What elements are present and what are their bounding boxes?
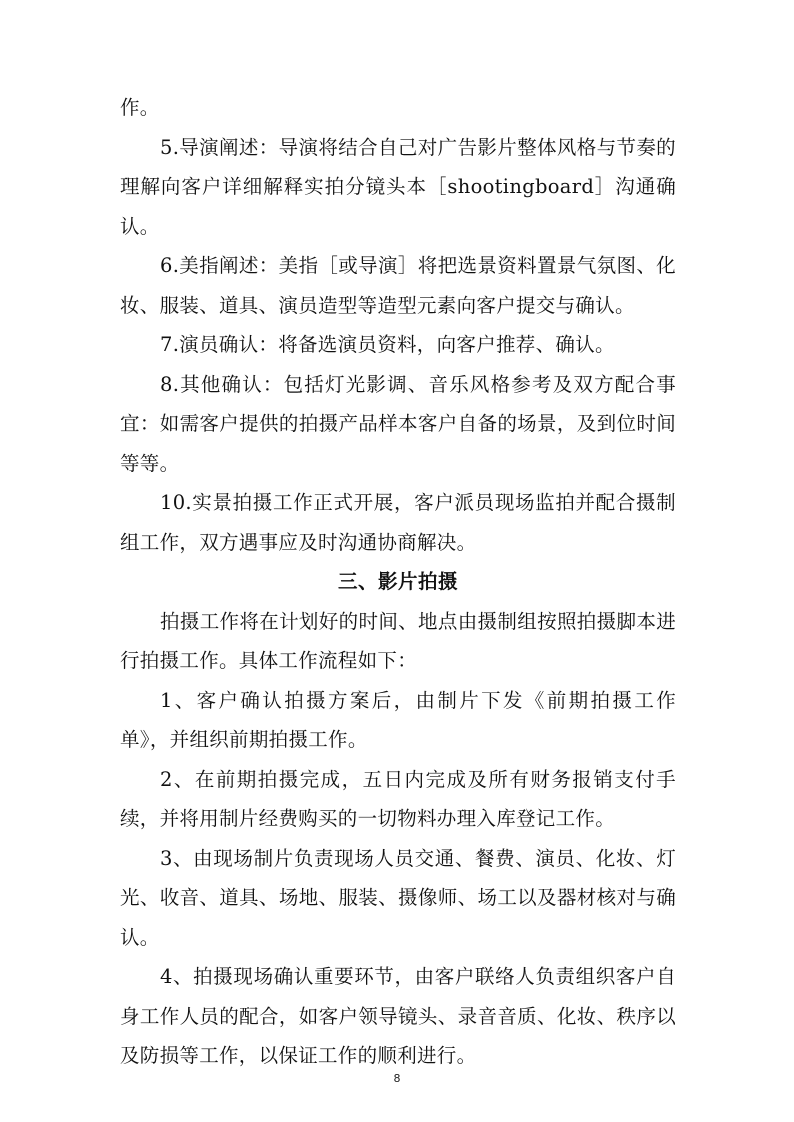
paragraph-other-confirmation: 8.其他确认：包括灯光影调、音乐风格参考及双方配合事宜：如需客户提供的拍摄产品样本客户自备的场景，及到位时间等等。 bbox=[120, 372, 676, 475]
section-heading: 三、影片拍摄 bbox=[337, 570, 458, 593]
paragraph-director-statement: 5.导演阐述：导演将结合自己对广告影片整体风格与节奏的理解向客户详细解释实拍分镜头本［shootingboard］沟通确认。 bbox=[120, 135, 676, 238]
page-number: 8 bbox=[393, 1072, 401, 1085]
paragraph-shooting-start: 10.实景拍摄工作正式开展，客户派员现场监拍并配合摄制组工作，双方遇事应及时沟通协商解决。 bbox=[120, 491, 676, 554]
paragraph-actor-confirmation: 7.演员确认：将备选演员资料，向客户推荐、确认。 bbox=[160, 333, 615, 356]
page-body bbox=[120, 88, 676, 1076]
paragraph-continuation: 作。 bbox=[120, 96, 160, 119]
paragraph-step-2: 2、在前期拍摄完成，五日内完成及所有财务报销支付手续，并将用制片经费购买的一切物料办理入库登记工作。 bbox=[120, 767, 676, 830]
paragraph-step-1: 1、客户确认拍摄方案后，由制片下发《前期拍摄工作单》，并组织前期拍摄工作。 bbox=[120, 688, 676, 751]
paragraph-step-4: 4、拍摄现场确认重要环节，由客户联络人负责组织客户自身工作人员的配合，如客户领导镜头、录音音质、化妆、秩序以及防损等工作，以保证工作的顺利进行。 bbox=[120, 965, 676, 1067]
paragraph-shooting-intro: 拍摄工作将在计划好的时间、地点由摄制组按照拍摄脚本进行拍摄工作。具体工作流程如下： bbox=[120, 609, 676, 672]
paragraph-step-3: 3、由现场制片负责现场人员交通、餐费、演员、化妆、灯光、收音、道具、场地、服装、摄像师、场工以及器材核对与确认。 bbox=[120, 846, 676, 949]
paragraph-art-director-statement: 6.美指阐述：美指［或导演］将把选景资料置景气氛图、化妆、服装、道具、演员造型等造型元素向客户提交与确认。 bbox=[120, 254, 676, 317]
